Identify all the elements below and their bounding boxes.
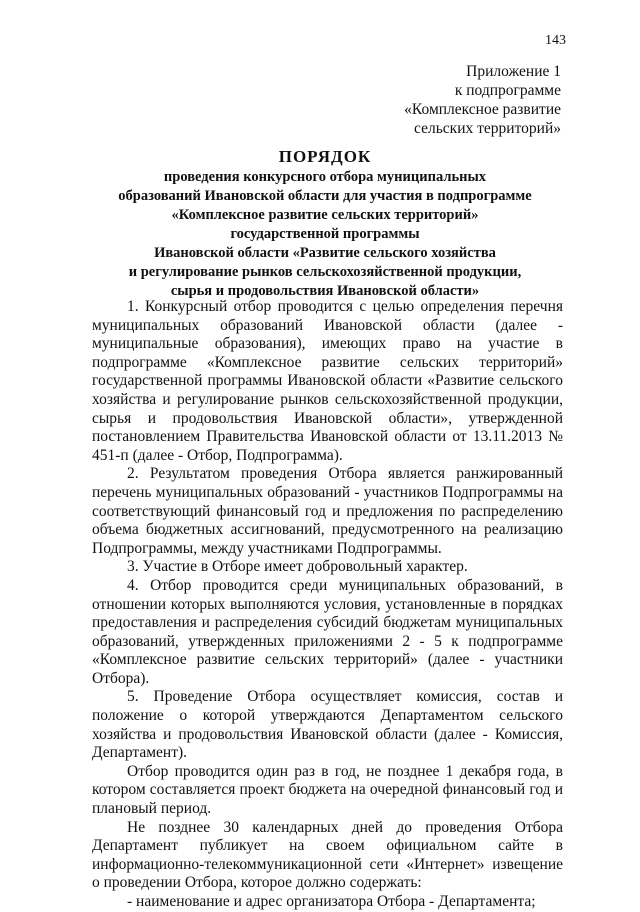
page-number: 143 — [545, 33, 566, 48]
title-subtitle-line: образований Ивановской области для участия в подпрограмме — [118, 188, 532, 204]
paragraph-4: 4. Отбор проводится среди муниципальных образований, в отношении которых выполняются условия, установленные в порядках предоставления и распределения субсидий бюджетам муниципальных образований, утвержденных приложениями 2 - 5 к подпрограмме «Комплексное развитие сельских территорий» (далее - участники Отбора). — [92, 576, 563, 687]
paragraph-6: Отбор проводится один раз в год, не позднее 1 декабря года, в котором составляется проект бюджета на очередной финансовый год и плановый период. — [92, 762, 563, 818]
paragraph-1: 1. Конкурсный отбор проводится с целью определения перечня муниципальных образований Ивановской области (далее - муниципальные образования), имеющих право на участие в подпрограмме «Комплексное развитие сельских территорий» государственной программы Ивановской области «Развитие сельского хозяйства и регулирование рынков сельскохозяйственной продукции, сырья и продовольствия Ивановской области», утвержденной постановлением Правительства Ивановской области от 13.11.2013 № 451-п (далее - Отбор, Подпрограмма). — [92, 298, 563, 464]
title-subtitle-line: сырья и продовольствия Ивановской области» — [170, 283, 480, 299]
appendix-line: к подпрограмме — [454, 82, 561, 99]
appendix-line: Приложение 1 — [466, 63, 561, 80]
title-heading: ПОРЯДОК — [278, 147, 372, 166]
appendix-reference — [404, 62, 561, 138]
paragraph-2: 2. Результатом проведения Отбора является ранжированный перечень муниципальных образований - участников Подпрограммы на соответствующий финансовый год и предложения по распределению объема бюджетных ассигнований, предусмотренного на реализацию Подпрограммы, между участниками Подпрограммы. — [92, 465, 563, 557]
title-subtitle-line: проведения конкурсного отбора муниципальных — [163, 169, 487, 185]
title-subtitle-line: государственной программы — [230, 226, 420, 242]
paragraph-8: - наименование и адрес организатора Отбора - Департамента; — [127, 893, 536, 910]
paragraph-5: 5. Проведение Отбора осуществляет комиссия, состав и положение о которой утверждаются Департаментом сельского хозяйства и продовольствия Ивановской области (далее - Комиссия, Департамент). — [92, 688, 563, 762]
document-title — [95, 146, 555, 301]
title-subtitle-line: «Комплексное развитие сельских территорий» — [171, 207, 479, 223]
title-subtitle-line: Ивановской области «Развитие сельского хозяйства — [154, 245, 496, 261]
paragraph-7: Не позднее 30 календарных дней до проведения Отбора Департамент публикует на своем официальном сайте в информационно-телекоммуникационной сети «Интернет» извещение о проведении Отбора, которое должно содержать: — [92, 818, 563, 892]
document-body — [92, 298, 563, 912]
paragraph-3: 3. Участие в Отборе имеет добровольный характер. — [127, 558, 468, 576]
appendix-line: «Комплексное развитие — [404, 101, 561, 118]
title-subtitle-line: и регулирование рынков сельскохозяйственной продукции, — [128, 264, 522, 280]
appendix-line: сельских территорий» — [414, 120, 561, 137]
